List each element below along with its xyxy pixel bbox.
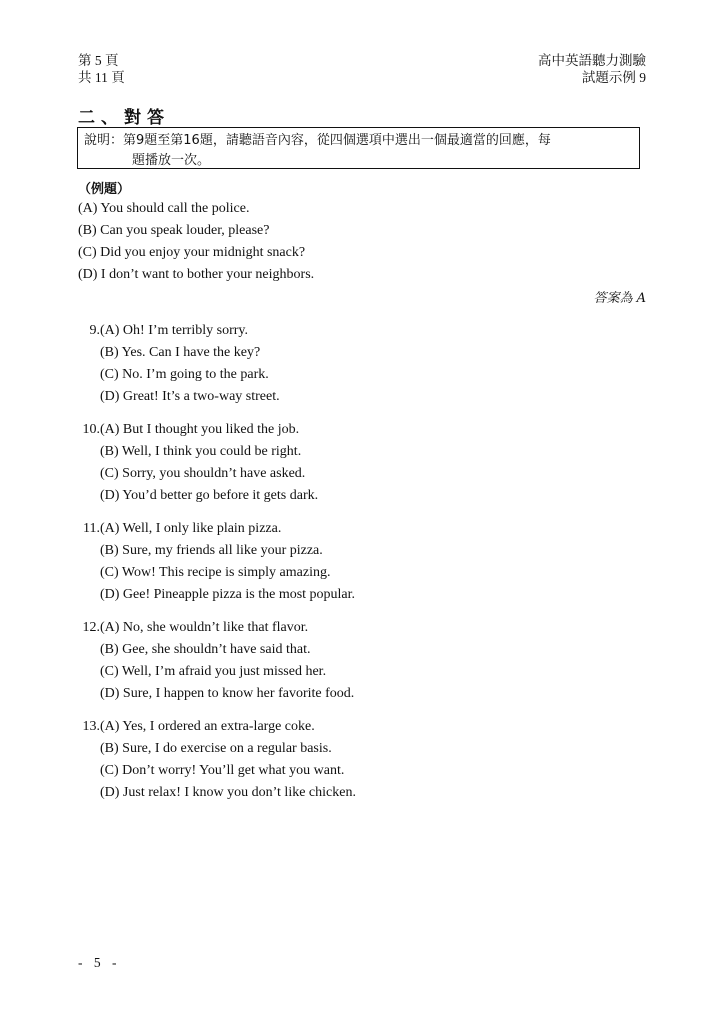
section-title: 二、對答 xyxy=(78,108,170,128)
option-b: (B) Sure, my friends all like your pizza. xyxy=(100,543,323,558)
example-options xyxy=(78,198,314,286)
option-d: (D) Gee! Pineapple pizza is the most popular. xyxy=(100,587,356,602)
question-10 xyxy=(78,419,646,507)
exam-title: 高中英語聽力測驗 xyxy=(538,53,646,68)
example-answer: 答案為 A xyxy=(593,291,646,306)
instruction-line-1: 說明：第9題至第16題，請聽語音內容，從四個選項中選出一個最適當的回應，每 xyxy=(84,133,551,148)
question-list xyxy=(78,320,646,815)
option-b: (B) Sure, I do exercise on a regular basis. xyxy=(100,741,332,756)
question-13 xyxy=(78,716,646,804)
page-number: - 5 - xyxy=(78,955,121,970)
option-b: (B) Gee, she shouldn’t have said that. xyxy=(100,642,311,657)
header-left xyxy=(78,52,125,86)
option-d: (D) You’d better go before it gets dark. xyxy=(100,488,319,503)
option-d: (D) Great! It’s a two-way street. xyxy=(100,389,280,404)
option-b: (B) Well, I think you could be right. xyxy=(100,444,302,459)
question-number: 10. xyxy=(82,422,100,437)
option-c: (C) Wow! This recipe is simply amazing. xyxy=(100,565,331,580)
sample-label: 試題示例 9 xyxy=(581,70,646,85)
option-b: (B) Yes. Can I have the key? xyxy=(100,345,261,360)
option-c: (C) No. I’m going to the park. xyxy=(100,367,269,382)
option-a: (A) No, she wouldn’t like that flavor. xyxy=(100,620,309,635)
option-c: (C) Sorry, you shouldn’t have asked. xyxy=(100,466,306,481)
example-option-a: (A) You should call the police. xyxy=(78,201,250,216)
question-9 xyxy=(78,320,646,408)
option-d: (D) Sure, I happen to know her favorite food. xyxy=(100,686,355,701)
question-number: 12. xyxy=(82,620,100,635)
example-option-c: (C) Did you enjoy your midnight snack? xyxy=(78,245,306,260)
option-c: (C) Don’t worry! You’ll get what you want. xyxy=(100,763,345,778)
question-12 xyxy=(78,617,646,705)
instruction-line-2: 題播放一次。 xyxy=(132,153,211,168)
question-number: 13. xyxy=(82,719,100,734)
example-label: （例題） xyxy=(78,182,131,197)
page-indicator: 第 5 頁 xyxy=(78,53,119,68)
option-a: (A) But I thought you liked the job. xyxy=(100,422,300,437)
option-a: (A) Yes, I ordered an extra-large coke. xyxy=(100,719,315,734)
question-11 xyxy=(78,518,646,606)
header-right xyxy=(538,52,646,86)
total-pages: 共 11 頁 xyxy=(78,70,125,85)
option-a: (A) Oh! I’m terribly sorry. xyxy=(100,323,248,338)
option-d: (D) Just relax! I know you don’t like chicken. xyxy=(100,785,356,800)
question-number: 11. xyxy=(83,521,100,536)
example-option-d: (D) I don’t want to bother your neighbors. xyxy=(78,267,315,282)
option-c: (C) Well, I’m afraid you just missed her. xyxy=(100,664,327,679)
question-number: 9. xyxy=(89,323,100,338)
example-option-b: (B) Can you speak louder, please? xyxy=(78,223,270,238)
option-a: (A) Well, I only like plain pizza. xyxy=(100,521,282,536)
instruction-box xyxy=(77,127,640,169)
